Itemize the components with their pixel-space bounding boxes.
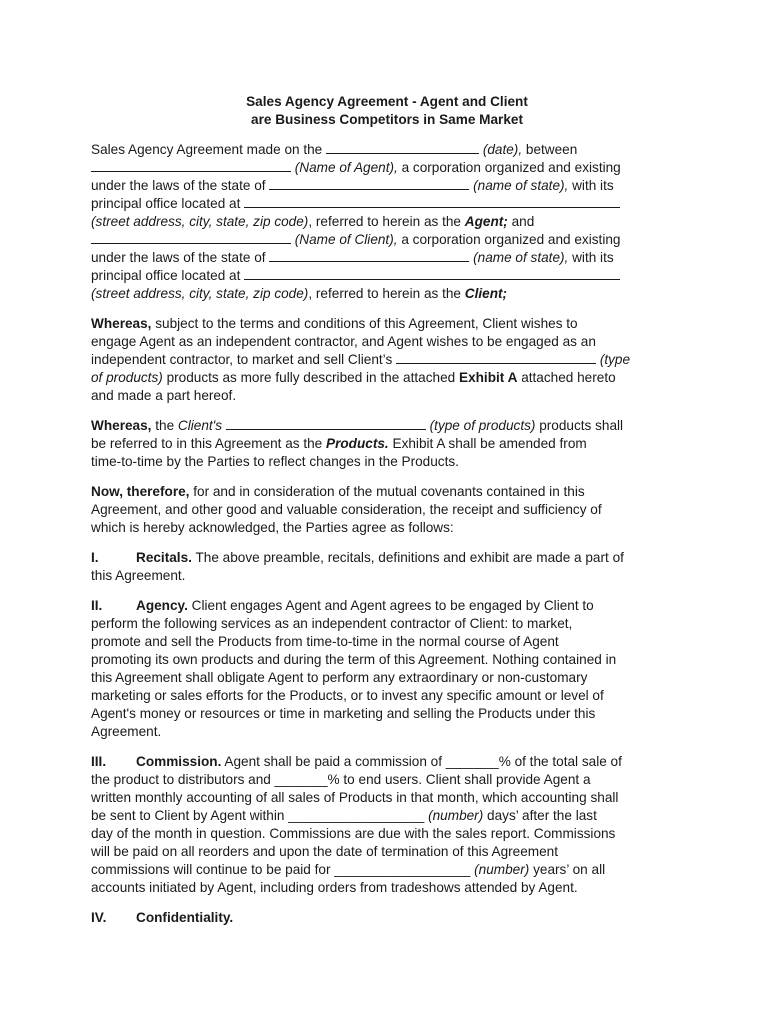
- body-text: for and in consideration of the mutual covenants contained in this: [193, 484, 585, 499]
- whereas-lead: Whereas,: [91, 316, 152, 331]
- body-text: this Agreement shall obligate Agent to perform any extraordinary or non-customary: [91, 670, 588, 685]
- client-address-hint: (street address, city, state, zip code): [91, 286, 309, 301]
- body-text: written monthly accounting of all sales of Products in that month, which accounting shall: [91, 790, 619, 805]
- intro-text: , referred to herein as the: [308, 214, 461, 229]
- body-text: the product to distributors and _______% to end users. Client shall provide Agent a: [91, 772, 591, 787]
- body-text: independent contractor, to market and sell Client’s: [91, 352, 393, 367]
- body-text: which is hereby acknowledged, the Parties agree as follows:: [91, 520, 454, 535]
- body-text: The above preamble, recitals, definitions and exhibit are made a part of: [195, 550, 624, 565]
- whereas-paragraph-2: [91, 417, 683, 471]
- body-text: the: [155, 418, 175, 433]
- body-text: engage Agent as an independent contractor, and Agent wishes to be engaged as an: [91, 334, 596, 349]
- product-type-blank: [396, 351, 596, 364]
- body-text: attached hereto: [521, 370, 616, 385]
- product-type-hint: (type: [599, 352, 631, 367]
- intro-text: under the laws of the state of: [91, 178, 266, 193]
- body-text: Exhibit A shall be amended from: [392, 436, 587, 451]
- body-text: Agreement.: [91, 724, 162, 739]
- section-number: III.: [91, 754, 107, 769]
- agent-name-hint: (Name of Agent),: [294, 160, 398, 175]
- products-term: Products.: [326, 436, 389, 451]
- intro-text: principal office located at: [91, 268, 241, 283]
- intro-text: , referred to herein as the: [308, 286, 461, 301]
- body-text: Agent shall be paid a commission of _______% of the total sale of: [224, 754, 622, 769]
- client-name-blank: [91, 231, 291, 244]
- section-commission: [91, 753, 683, 897]
- intro-text: and: [511, 214, 535, 229]
- number-hint: (number): [428, 808, 484, 823]
- body-text: perform the following services as an independent contractor of Client: to market,: [91, 616, 573, 631]
- body-text: will be paid on all reorders and upon the date of termination of this Agreement: [91, 844, 559, 859]
- title-line-2: are Business Competitors in Same Market: [251, 112, 523, 127]
- agent-name-blank: [91, 159, 291, 172]
- agent-address-blank: [244, 195, 620, 208]
- section-heading: Agency.: [136, 598, 188, 613]
- agent-address-hint: (street address, city, state, zip code): [91, 214, 309, 229]
- product-type-blank: [226, 417, 426, 430]
- section-agency: [91, 597, 683, 741]
- document-page: [91, 93, 683, 939]
- body-text: Client engages Agent and Agent agrees to be engaged by Client to: [191, 598, 594, 613]
- date-blank: [326, 141, 479, 154]
- exhibit-a-ref: Exhibit A: [459, 370, 518, 385]
- document-title: [91, 93, 683, 129]
- whereas-paragraph-1: [91, 315, 683, 405]
- body-text: commissions will continue to be paid for __________________: [91, 862, 471, 877]
- body-text: day of the month in question. Commissions are due with the sales report. Commissions: [91, 826, 616, 841]
- intro-text: under the laws of the state of: [91, 250, 266, 265]
- agent-term: Agent;: [464, 214, 508, 229]
- intro-text: with its: [572, 178, 614, 193]
- body-text: subject to the terms and conditions of this Agreement, Client wishes to: [155, 316, 578, 331]
- therefore-paragraph: [91, 483, 683, 537]
- body-text: days’ after the last: [487, 808, 597, 823]
- section-heading: Commission.: [136, 754, 222, 769]
- client-name-hint: (Name of Client),: [294, 232, 398, 247]
- product-type-hint: (type of products): [429, 418, 536, 433]
- agent-state-blank: [269, 177, 469, 190]
- title-line-1: Sales Agency Agreement - Agent and Client: [246, 94, 528, 109]
- section-heading: Confidentiality.: [136, 910, 234, 925]
- body-text: time-to-time by the Parties to reflect changes in the Products.: [91, 454, 459, 469]
- intro-text: principal office located at: [91, 196, 241, 211]
- client-term: Client;: [464, 286, 508, 301]
- body-text: products as more fully described in the attached: [166, 370, 456, 385]
- section-recitals: [91, 549, 683, 585]
- client-address-blank: [244, 267, 620, 280]
- date-hint: (date),: [482, 142, 523, 157]
- intro-text: Sales Agency Agreement made on the: [91, 142, 323, 157]
- intro-text: a corporation organized and existing: [401, 160, 621, 175]
- intro-paragraph: [91, 141, 683, 303]
- whereas-lead: Whereas,: [91, 418, 152, 433]
- section-confidentiality: [91, 909, 683, 927]
- client-state-hint: (name of state),: [473, 250, 569, 265]
- body-text: be sent to Client by Agent within __________________: [91, 808, 425, 823]
- agent-state-hint: (name of state),: [473, 178, 569, 193]
- section-number: IV.: [91, 910, 107, 925]
- therefore-lead: Now, therefore,: [91, 484, 190, 499]
- body-text: marketing or sales efforts for the Products, or to invest any specific amount or level of: [91, 688, 604, 703]
- intro-text: between: [525, 142, 578, 157]
- body-text: years’ on all: [533, 862, 606, 877]
- body-text: Client's: [177, 418, 223, 433]
- intro-text: with its: [572, 250, 614, 265]
- product-type-hint: of products): [91, 370, 163, 385]
- body-text: Agent's money or resources or time in marketing and selling the Products under this: [91, 706, 596, 721]
- body-text: and made a part hereof.: [91, 388, 237, 403]
- section-heading: Recitals.: [136, 550, 192, 565]
- body-text: accounts initiated by Agent, including orders from tradeshows attended by Agent.: [91, 880, 578, 895]
- body-text: promoting its own products and during the term of this Agreement. Nothing contained in: [91, 652, 617, 667]
- body-text: promote and sell the Products from time-to-time in the normal course of Agent: [91, 634, 559, 649]
- client-state-blank: [269, 249, 469, 262]
- number-hint: (number): [474, 862, 530, 877]
- section-number: II.: [91, 598, 103, 613]
- body-text: products shall: [539, 418, 624, 433]
- body-text: this Agreement.: [91, 568, 186, 583]
- intro-text: a corporation organized and existing: [401, 232, 621, 247]
- body-text: Agreement, and other good and valuable consideration, the receipt and sufficiency of: [91, 502, 602, 517]
- body-text: be referred to in this Agreement as the: [91, 436, 323, 451]
- section-number: I.: [91, 550, 99, 565]
